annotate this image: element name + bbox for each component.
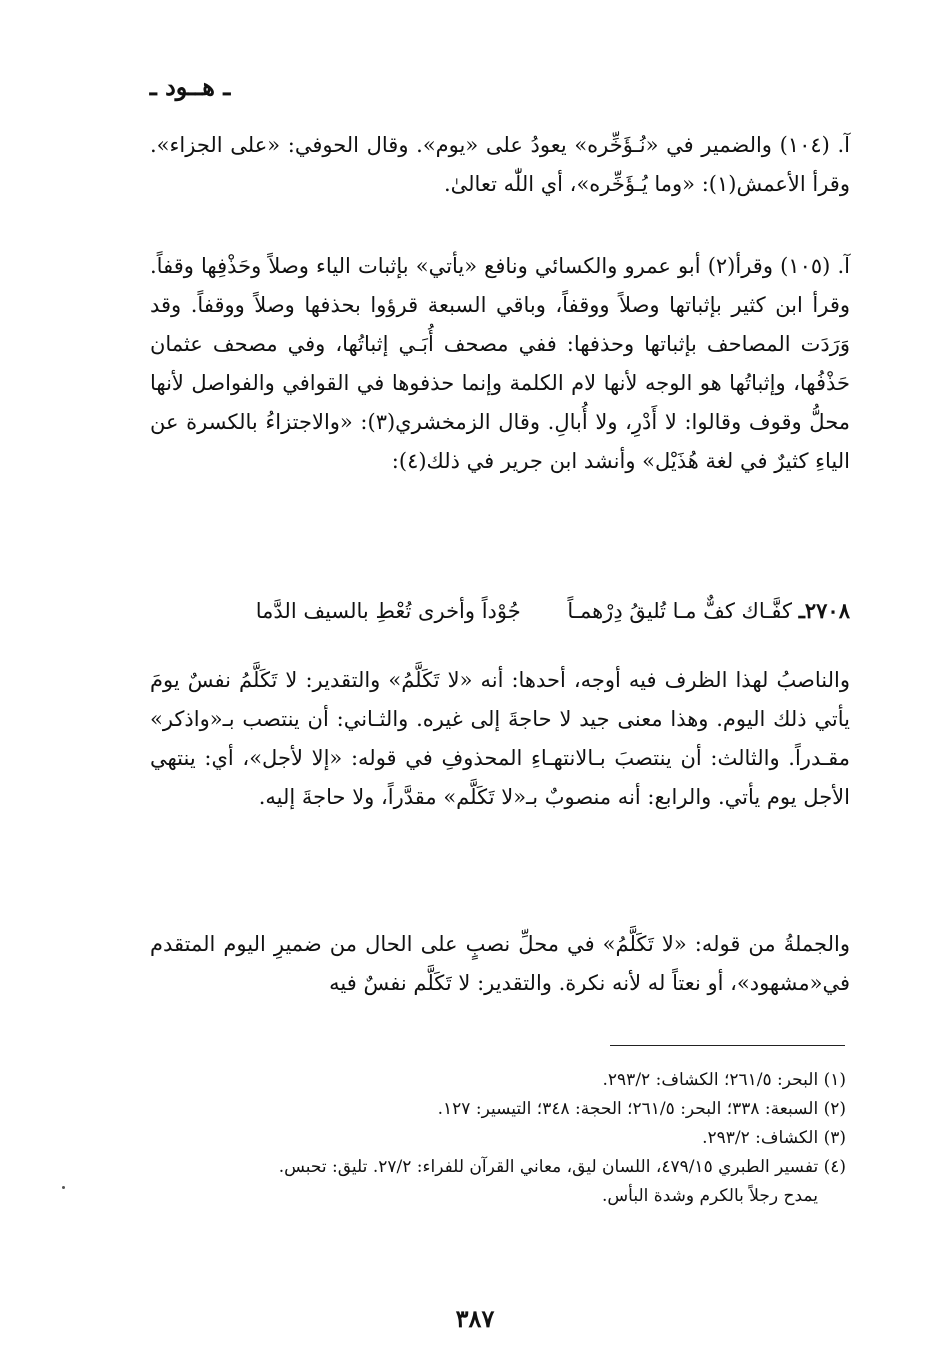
footnote-divider bbox=[610, 1045, 845, 1046]
verse-number: ٢٧٠٨ـ bbox=[798, 598, 850, 623]
footnote-4: (٤) تفسير الطبري ٤٧٩/١٥، اللسان ليق، معاني القرآن للفراء: ٢٧/٢. تليق: تحبس. bbox=[278, 1157, 846, 1177]
footnote-2: (٢) السبعة: ٣٣٨؛ البحر: ٢٦١/٥؛ الحجة: ٣٤٨؛ التيسير: ١٢٧. bbox=[437, 1099, 846, 1119]
running-header: ـ هــود ـ bbox=[149, 72, 231, 101]
paragraph-nasib bbox=[150, 661, 850, 817]
verse-hemistich-first: كفَّـاك كفٌّ مـا تُليقُ دِرْهمـاً bbox=[567, 599, 793, 623]
verse-hemistich-second: جُوْداً وأخرى تُعْطِ بالسيف الدَّما bbox=[255, 599, 521, 623]
paragraph-verse-104 bbox=[150, 126, 850, 204]
poetry-verse bbox=[150, 591, 850, 631]
page-number: ٣٨٧ bbox=[455, 1304, 495, 1333]
footnote-4-continuation: يمدح رجلاً بالكرم وشدة البأس. bbox=[602, 1186, 818, 1206]
paragraph-text: والجملةُ من قوله: «لا تَكَلَّمُ» في محلِّ نصبٍ على الحال من ضميرِ اليوم المتقدم في«مشهود»، أو نعتاً له لأنه نكرة. والتقدير: لا تَكَلَّم نفسٌ فيه bbox=[150, 932, 850, 995]
scan-speck bbox=[62, 1186, 65, 1189]
footnote-3: (٣) الكشاف: ٢٩٣/٢. bbox=[702, 1128, 846, 1148]
footnote-1: (١) البحر: ٢٦١/٥؛ الكشاف: ٢٩٣/٢. bbox=[602, 1070, 846, 1090]
paragraph-verse-105 bbox=[150, 247, 850, 481]
footnotes bbox=[150, 1066, 846, 1211]
paragraph-text: آ. (١٠٤) والضمير في «نُـؤَخِّره» يعودُ على «يوم». وقال الحوفي: «على الجزاء». وقرأ الأعمش(١): «وما يُـؤَخِّره»، أي اللّٰه تعالىٰ. bbox=[150, 133, 850, 196]
paragraph-jumla bbox=[150, 925, 850, 1003]
paragraph-text: والناصبُ لهذا الظرف فيه أوجه، أحدها: أنه «لا تَكَلَّمُ» والتقدير: لا تَكَلَّمُ نفسٌ يومَ يأتي ذلك اليوم. وهذا معنى جيد لا حاجةَ إلى غيره. والثـاني: أن ينتصب بـ«واذكر» مقـدراً. والثالث: أن ينتصبَ بـالانتهـاءِ المحذوفِ في قوله: «إلا لأجل»، أي: ينتهي الأجل يوم يأتي. والرابع: أنه منصوبٌ بـ«لا تَكَلَّم» مقدَّراً، ولا حاجةَ إليه. bbox=[150, 668, 850, 809]
paragraph-text: آ. (١٠٥) وقرأ(٢) أبو عمرو والكسائي ونافع «يأتي» بإثبات الياء وصلاً وحَذْفِها وقفاً. وقرأ ابن كثير بإثباتها وصلاً ووقفاً، وباقي السبعة قرؤوا بحذفها وصلاً ووقفاً. وقد وَرَدَت المصاحف بإثباتها وحذفها: ففي مصحف أُبَـي إثباتُها، وفي مصحف عثمان حَذْفُها، وإثباتُها هو الوجه لأنها لام الكلمة وإنما حذفوها في القوافي والفواصل لأنها محلُّ وقوف وقالوا: لا أَدْرِ، ولا أُبالِ. وقال الزمخشري(٣): «والاجتزاءُ بالكسرة عن الياءِ كثيرٌ في لغة هُذَيْل» وأنشد ابن جرير في ذلك(٤): bbox=[150, 254, 850, 473]
